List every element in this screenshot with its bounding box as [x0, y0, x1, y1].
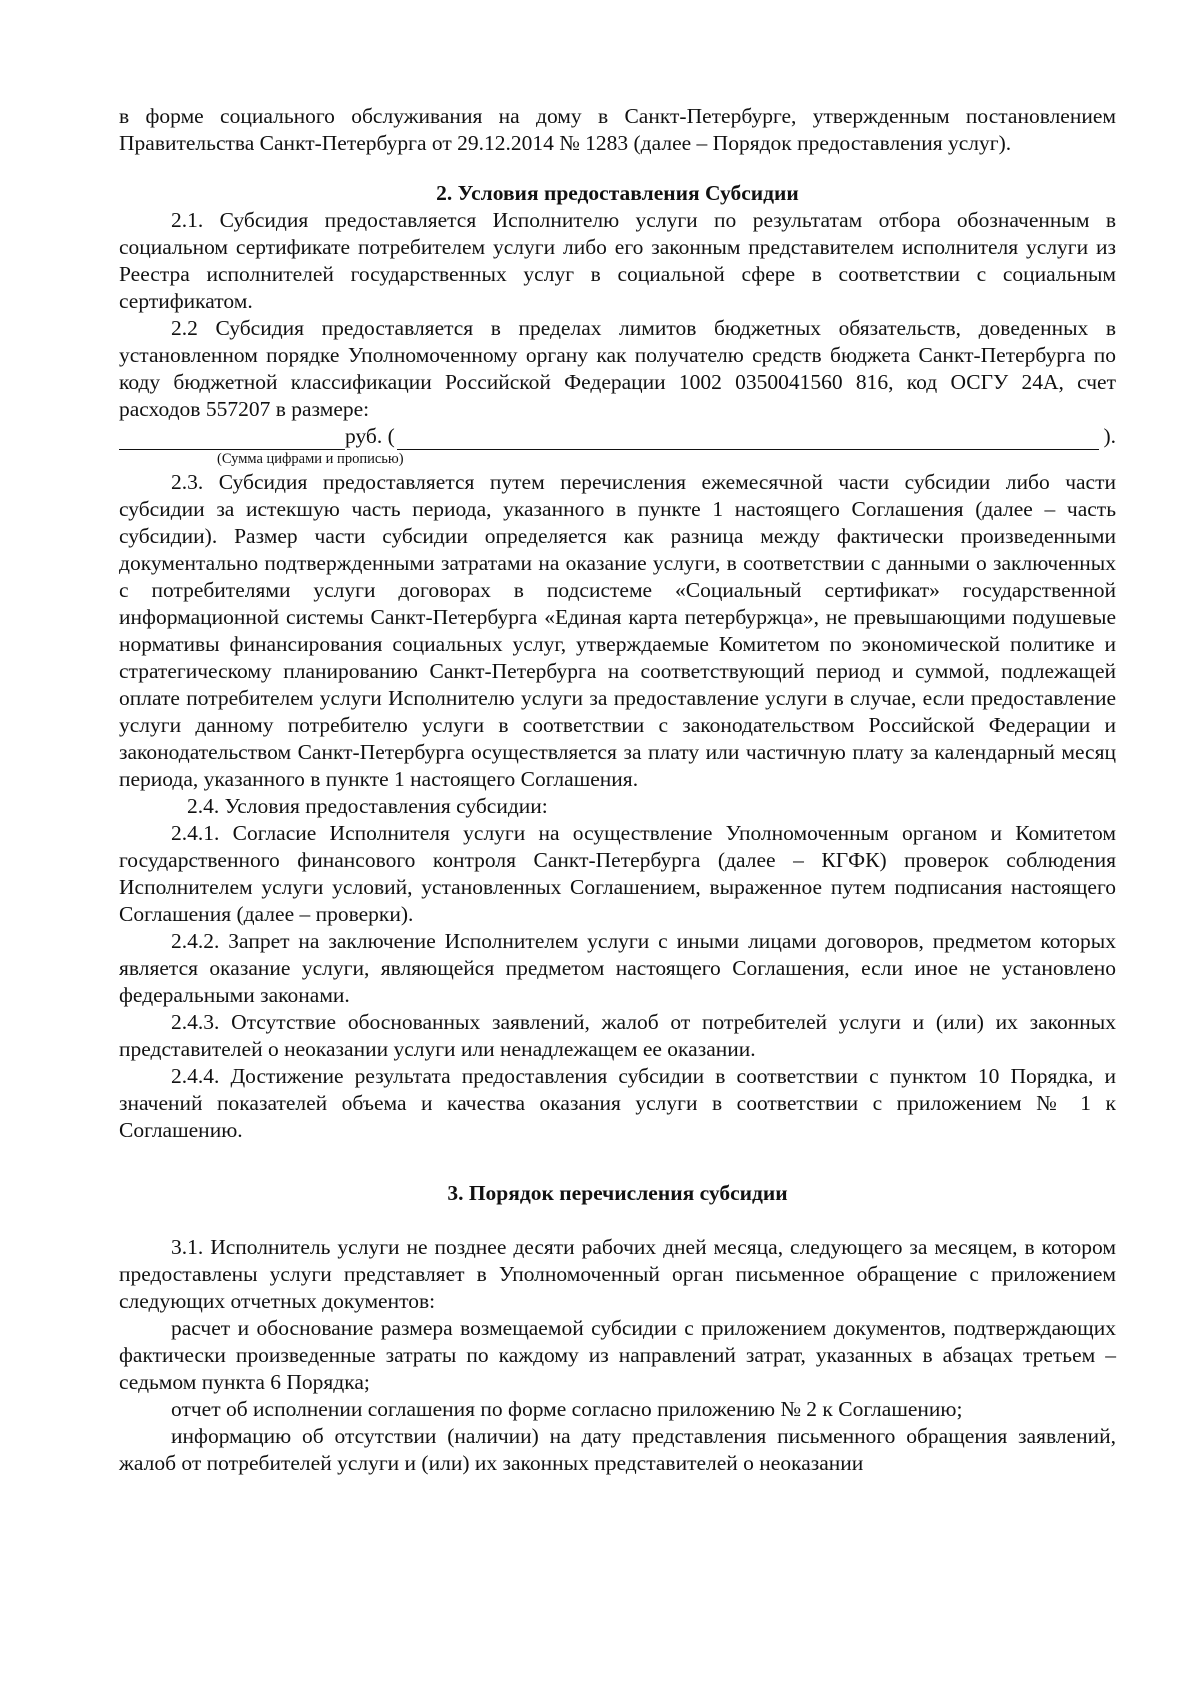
- paragraph-2-4: 2.4. Условия предоставления субсидии:: [187, 794, 548, 818]
- amount-field-line: [119, 423, 1116, 450]
- amount-caption: (Сумма цифрами и прописью): [217, 451, 404, 467]
- paragraph-2-3: 2.3. Субсидия предоставляется путем перечисления ежемесячной части субсидии либо части субсидии за истекшую часть периода, указанного в пункте 1 настоящего Соглашения (далее – часть субсидии). Размер части субсидии определяется как разница между фактически произведенными документально подтвержденными затратами на оказание услуги, в соответствии с данными о заключенных с потребителями услуги договорах в подсистеме «Социальный сертификат» государственной информационной системы Санкт-Петербурга «Единая карта петербуржца», не превышающими подушевые нормативы финансирования социальных услуг, утверждаемые Комитетом по экономической политике и стратегическому планированию Санкт-Петербурга на соответствующий период и суммой, подлежащей оплате потребителем услуги Исполнителю услуги за предоставление услуги в случае, если предоставление услуги данному потребителю услуги в соответствии с законодательством Российской Федерации и законодательством Санкт-Петербурга осуществляется за плату или частичную плату за календарный месяц периода, указанного в пункте 1 настоящего Соглашения.: [119, 470, 1116, 791]
- document-page: [119, 103, 1116, 1477]
- section-2-title: 2. Условия предоставления Субсидии: [436, 181, 799, 205]
- list-item-report: отчет об исполнении соглашения по форме согласно приложению № 2 к Соглашению;: [171, 1397, 963, 1421]
- amount-digits-blank: [119, 429, 345, 450]
- amount-close-paren: ).: [1103, 424, 1116, 448]
- paragraph-2-1: 2.1. Субсидия предоставляется Исполнителю услуги по результатам отбора обозначенным в социальном сертификате потребителем услуги либо его законным представителем исполнителя услуги из Реестра исполнителей государственных услуг в социальной сфере в соответствии с социальным сертификатом.: [119, 208, 1116, 313]
- paragraph-2-4-3: 2.4.3. Отсутствие обоснованных заявлений, жалоб от потребителей услуги и (или) их законных представителей о неоказании услуги или ненадлежащем ее оказании.: [119, 1010, 1116, 1061]
- amount-rub-label: руб. (: [345, 424, 395, 448]
- paragraph-2-2: 2.2 Субсидия предоставляется в пределах лимитов бюджетных обязательств, доведенных в установленном порядке Уполномоченному органу как получателю средств бюджета Санкт-Петербурга по коду бюджетной классификации Российской Федерации 1002 0350041560 816, код ОСГУ 24А, счет расходов 557207 в размере:: [119, 316, 1116, 421]
- list-item-calculation: расчет и обоснование размера возмещаемой субсидии с приложением документов, подтверждающих фактически произведенные затраты по каждому из направлений затрат, указанных в абзацах третьем – седьмом пункта 6 Порядка;: [119, 1316, 1116, 1394]
- spacer: [119, 1207, 1116, 1234]
- section-3-title: 3. Порядок перечисления субсидии: [447, 1181, 788, 1205]
- paragraph-2-4-1: 2.4.1. Согласие Исполнителя услуги на осуществление Уполномоченным органом и Комитетом государственного финансового контроля Санкт-Петербурга (далее – КГФК) проверок соблюдения Исполнителем услуги условий, установленных Соглашением, выраженное путем подписания настоящего Соглашения (далее – проверки).: [119, 821, 1116, 926]
- paragraph-3-1: 3.1. Исполнитель услуги не позднее десяти рабочих дней месяца, следующего за месяцем, в котором предоставлены услуги представляет в Уполномоченный орган письменное обращение с приложением следующих отчетных документов:: [119, 1235, 1116, 1313]
- spacer: [119, 1144, 1116, 1180]
- amount-words-blank: [397, 429, 1100, 450]
- paragraph-2-4-2: 2.4.2. Запрет на заключение Исполнителем услуги с иными лицами договоров, предметом которых является оказание услуги, являющейся предметом настоящего Соглашения, если иное не установлено федеральными законами.: [119, 929, 1116, 1007]
- list-item-information: информацию об отсутствии (наличии) на дату представления письменного обращения заявлений, жалоб от потребителей услуги и (или) их законных представителей о неоказании: [119, 1424, 1116, 1475]
- paragraph-2-4-4: 2.4.4. Достижение результата предоставления субсидии в соответствии с пунктом 10 Порядка, и значений показателей объема и качества оказания услуги в соответствии с приложением № 1 к Соглашению.: [119, 1064, 1116, 1142]
- spacer: [119, 157, 1116, 180]
- intro-paragraph: в форме социального обслуживания на дому в Санкт-Петербурге, утвержденным постановлением Правительства Санкт-Петербурга от 29.12.2014 № 1283 (далее – Порядок предоставления услуг).: [119, 104, 1116, 155]
